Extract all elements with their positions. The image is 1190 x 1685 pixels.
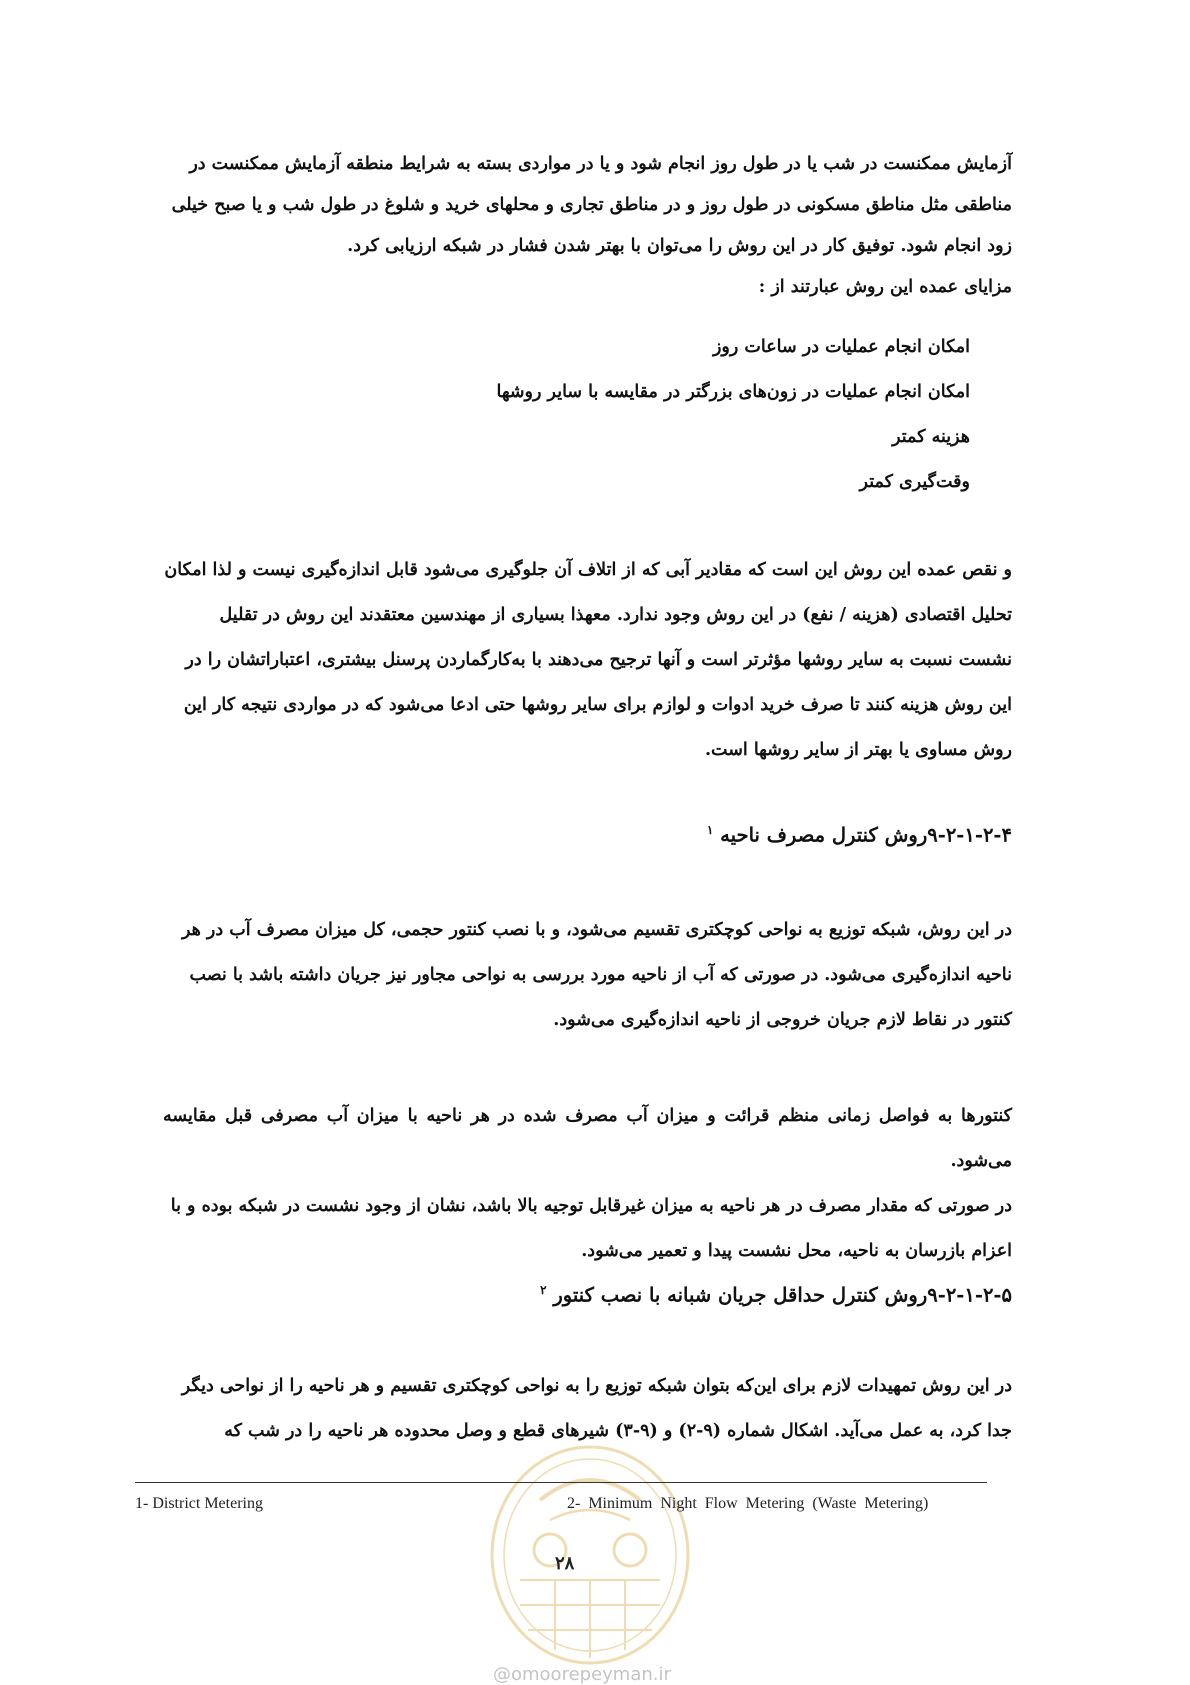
footnote-divider: [135, 1482, 987, 1483]
list-item-text: امکان انجام عملیات در زون‌های بزرگتر در مقایسه با سایر روشها: [496, 382, 970, 402]
paragraph-district-method: [163, 908, 1012, 1043]
list-item-text: وقت‌گیری کمتر: [859, 472, 970, 492]
section-heading-night-flow: [163, 1270, 1012, 1316]
paragraph-meter-reading: [163, 1094, 1012, 1274]
text-line: آزمایش ممکنست در شب یا در طول روز انجام شود و یا در مواردی بسته به شرایط منطقه آزمایش ممکنست در: [189, 154, 1012, 174]
text-line: زود انجام شود. توفیق کار در این روش را می‌توان با بهتر شدن فشار در شبکه ارزیابی کرد.: [347, 236, 1012, 256]
text-line: مزایای عمده این روش عبارتند از :: [758, 277, 1012, 297]
paragraph-disadvantage: [163, 548, 1012, 773]
list-item: [163, 415, 1012, 460]
list-item-text: امکان انجام عملیات در ساعات روز: [712, 337, 970, 357]
text-line: کنتورها به فواصل زمانی منظم قرائت و میزان آب مصرف شده در هر ناحیه با میزان آب مصرفی قبل مقایسه می‌شود.: [163, 1106, 1012, 1171]
text-line: روش مساوی یا بهتر از سایر روشها است.: [704, 740, 1012, 760]
list-item: [163, 370, 1012, 415]
text-line: مناطقی مثل مناطق مسکونی در طول روز و در مناطق تجاری و محلهای خرید و شلوغ در طول شب و یا صبح خیلی: [171, 195, 1012, 215]
watermark-logo-icon: [480, 1440, 700, 1670]
text-line: نشست نسبت به سایر روشها مؤثرتر است و آنها ترجیح می‌دهند با به‌کارگماردن پرسنل بیشتری، اعتباراتشان را در: [185, 650, 1012, 670]
text-line: کنتور در نقاط لازم جریان خروجی از ناحیه اندازه‌گیری می‌شود.: [553, 1010, 1012, 1030]
text-line: این روش هزینه کنند تا صرف خرید ادوات و لوازم برای سایر روشها حتی ادعا می‌شود که در مواردی نتیجه کار این: [183, 695, 1012, 715]
paragraph-test-timing: [163, 144, 1012, 308]
heading-text: ۹-۲-۱-۲-۵روش کنترل حداقل جریان شبانه با نصب کنتور: [553, 1283, 1012, 1307]
footnote-ref: ۱: [706, 823, 714, 837]
list-item: [163, 325, 1012, 370]
text-line: در این روش تمهیدات لازم برای این‌که بتوان شبکه توزیع را به نواحی کوچکتری تقسیم و هر ناحیه را از نواحی دیگر: [181, 1376, 1012, 1396]
heading-text: ۹-۲-۱-۲-۴روش کنترل مصرف ناحیه: [720, 823, 1012, 847]
footnote-district-metering: 1- District Metering: [135, 1495, 263, 1512]
list-item: [163, 460, 1012, 505]
text-line: اعزام بازرسان به ناحیه، محل نشست پیدا و تعمیر می‌شود.: [581, 1241, 1012, 1261]
text-line: و نقص عمده این روش این است که مقادیر آبی که از اتلاف آن جلوگیری می‌شود قابل اندازه‌گیری نیست و لذا امکان: [164, 560, 1012, 580]
footnote-ref: ۲: [540, 1283, 547, 1297]
advantages-list: [163, 325, 1012, 505]
section-heading-district-metering: [163, 810, 1012, 856]
text-line: تحلیل اقتصادی (هزینه / نفع) در این روش وجود ندارد. معهذا بسیاری از مهندسین معتقدند این روش در تقلیل: [219, 605, 1012, 625]
text-line: جدا کرد، به عمل می‌آید. اشکال شماره (۹-۲) و (۹-۳) شیرهای قطع و وصل محدوده هر ناحیه را در شب که: [224, 1421, 1012, 1441]
text-line: ناحیه اندازه‌گیری می‌شود. در صورتی که آب از ناحیه مورد بررسی به نواحی مجاور نیز جریان داشته باشد با نصب: [189, 965, 1012, 985]
text-line: در صورتی که مقدار مصرف در هر ناحیه به میزان غیرقابل توجیه بالا باشد، نشان از وجود نشست در شبکه بوده و با: [170, 1196, 1012, 1216]
page-number: ۲۸: [555, 1553, 575, 1574]
footnote-night-flow: 2- Minimum Night Flow Metering (Waste Metering): [567, 1495, 929, 1512]
watermark-url: @omoorepeyman.ir: [493, 1664, 671, 1685]
text-line: در این روش، شبکه توزیع به نواحی کوچکتری تقسیم می‌شود، و با نصب کنتور حجمی، کل میزان مصرف آب در هر: [181, 920, 1012, 940]
list-item-text: هزینه کمتر: [892, 427, 970, 447]
